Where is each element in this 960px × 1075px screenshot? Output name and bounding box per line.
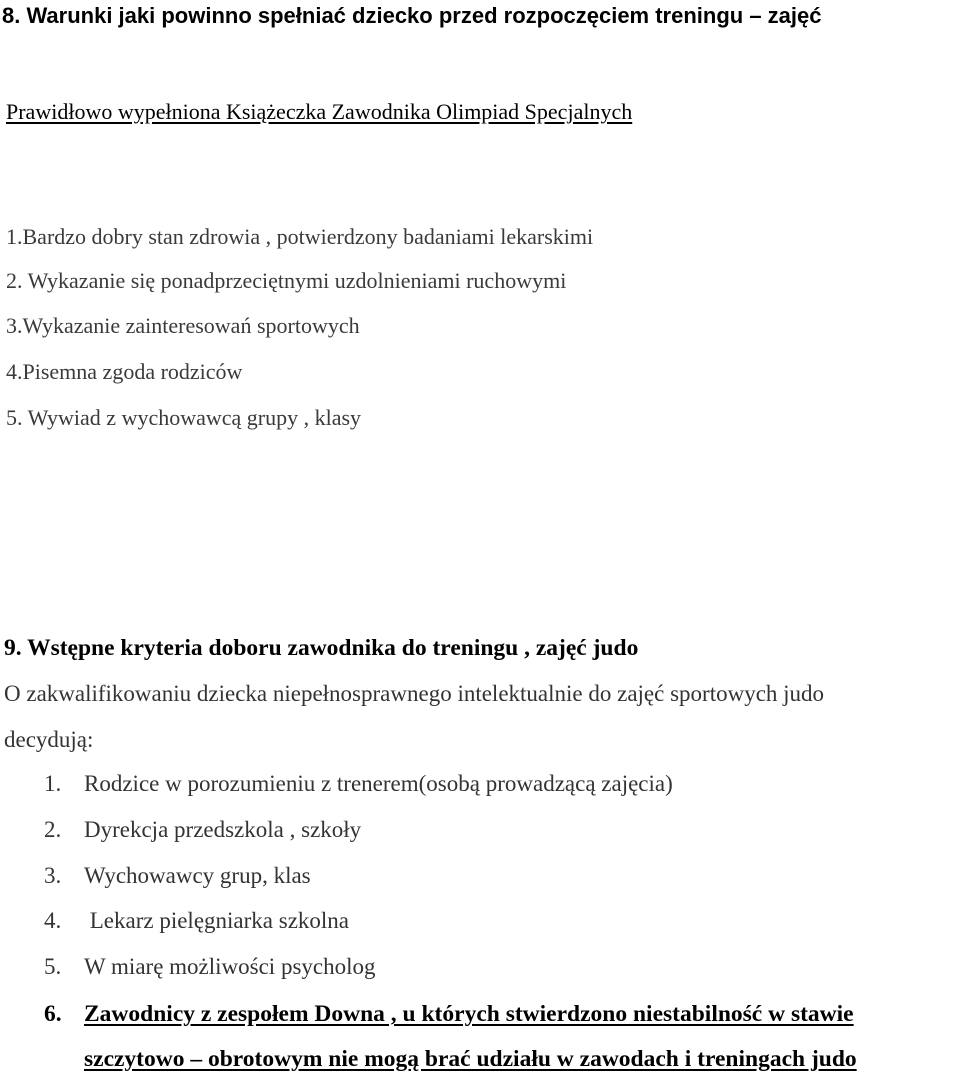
list-item-number: 2. (44, 817, 62, 842)
list-item: 1.Bardzo dobry stan zdrowia , potwierdzony badaniami lekarskimi (6, 224, 594, 249)
section-9-heading: 9. Wstępne kryteria doboru zawodnika do treningu , zajęć judo (4, 635, 639, 661)
list-item-number: 6. (44, 1001, 62, 1027)
section-8-subheading: Prawidłowo wypełniona Książeczka Zawodnika Olimpiad Specjalnych (6, 99, 633, 124)
list-item-text: Lekarz pielęgniarka szkolna (84, 908, 350, 933)
list-item (44, 951, 376, 983)
list-item-text: W miarę możliwości psycholog (84, 954, 376, 979)
list-item-text: Rodzice w porozumieniu z trenerem(osobą prowadzącą zajęcia) (84, 771, 673, 796)
list-item-6 (44, 998, 854, 1030)
section-9-intro-line-2: decydują: (4, 727, 94, 752)
list-item-number: 1. (44, 771, 62, 796)
list-item: 4.Pisemna zgoda rodziców (6, 359, 243, 384)
list-item-number: 4. (44, 908, 62, 933)
section-9-intro-line-1: O zakwalifikowaniu dziecka niepełnosprawnego intelektualnie do zajęć sportowych judo (4, 681, 825, 706)
list-item (44, 814, 361, 846)
list-item-number: 3. (44, 863, 62, 888)
list-item (44, 860, 311, 892)
list-item-text: Wychowawcy grup, klas (84, 863, 311, 888)
list-item-number: 5. (44, 954, 62, 979)
list-item: 2. Wykazanie się ponadprzeciętnymi uzdolnieniami ruchowymi (6, 268, 567, 293)
list-item (44, 768, 673, 800)
list-item-6-continuation (84, 1043, 857, 1075)
list-item: 5. Wywiad z wychowawcą grupy , klasy (6, 405, 362, 430)
section-8-heading: 8. Warunki jaki powinno spełniać dziecko przed rozpoczęciem treningu – zajęć (2, 3, 822, 28)
list-item (44, 905, 349, 937)
list-item-text: szczytowo – obrotowym nie mogą brać udziału w zawodach i treningach judo (84, 1046, 857, 1072)
list-item: 3.Wykazanie zainteresowań sportowych (6, 313, 360, 338)
list-item-text: Zawodnicy z zespołem Downa , u których stwierdzono niestabilność w stawie (84, 1001, 854, 1027)
list-item-text: Dyrekcja przedszkola , szkoły (84, 817, 362, 842)
